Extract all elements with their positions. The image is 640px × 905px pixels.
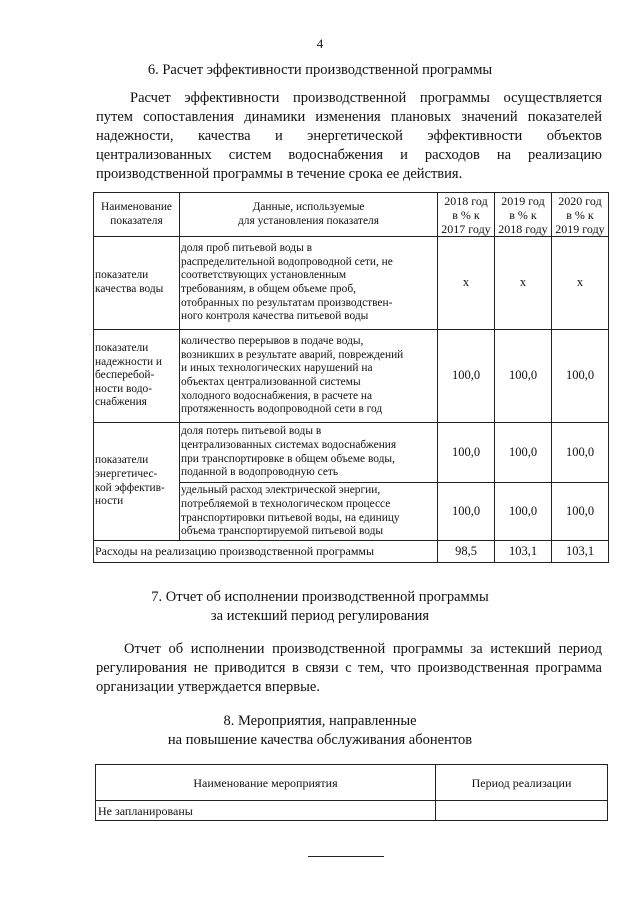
- value-cell: 100,0: [552, 423, 609, 483]
- measure-period-cell: [436, 801, 608, 821]
- indicator-data-cell: удельный расход электрической энергии, потребляемой в технологическом процессе транспортировки питьевой воды, на единицу объема транспортируемой питьевой воды: [180, 483, 438, 541]
- indicator-data-cell: доля потерь питьевой воды в централизованных системах водоснабжения при транспортировке в общем объеме воды, поданной в водопроводную сеть: [180, 423, 438, 483]
- header-year-2020: 2020 год в % к 2019 году: [552, 193, 609, 237]
- section-8-heading: 8. Мероприятия, направленные на повышение качества обслуживания абонентов: [167, 713, 473, 748]
- paragraph-line: Отчет об исполнении производственной программы за истекший период: [124, 641, 602, 657]
- value-cell: 100,0: [495, 423, 552, 483]
- table-row: [94, 423, 609, 483]
- table-total-row: [94, 541, 609, 563]
- indicator-data-cell: количество перерывов в подаче воды, возникших в результате аварий, повреждений и иных технологических нарушений на объектах централизованной системы холодного водоснабжения, в расчете на протяженность водопроводной сети в год: [180, 330, 438, 423]
- header-year-2018: 2018 год в % к 2017 году: [438, 193, 495, 237]
- value-cell: х: [552, 237, 609, 330]
- section-7-paragraph: [96, 640, 602, 697]
- paragraph-line: производственной программы в течение срока ее действия.: [96, 166, 463, 182]
- paragraph-line: регулирования не приводится в связи с тем, что производственная программа: [96, 660, 602, 676]
- table-header-row: [96, 765, 608, 801]
- table-row: [94, 237, 609, 330]
- header-period: Период реализации: [436, 765, 608, 801]
- section-6-paragraph: [96, 89, 602, 184]
- group-name-reliability: показатели надежности и бесперебой- ности водо- снабжения: [94, 330, 180, 423]
- measure-name-cell: Не запланированы: [96, 801, 436, 821]
- value-cell: 100,0: [552, 330, 609, 423]
- paragraph-line: централизованных систем водоснабжения и расходов на реализацию: [96, 147, 602, 163]
- section-6-heading: 6. Расчет эффективности производственной программы: [147, 62, 493, 78]
- total-label-cell: Расходы на реализацию производственной программы: [94, 541, 438, 563]
- total-value-cell: 103,1: [552, 541, 609, 563]
- value-cell: 100,0: [438, 423, 495, 483]
- measures-table: [95, 764, 608, 821]
- value-cell: 100,0: [438, 483, 495, 541]
- paragraph-line: Расчет эффективности производственной программы осуществляется: [130, 90, 602, 106]
- value-cell: 100,0: [552, 483, 609, 541]
- group-name-energy: показатели энергетичес- кой эффектив- ности: [94, 423, 180, 541]
- value-cell: х: [438, 237, 495, 330]
- table-row: [94, 330, 609, 423]
- value-cell: х: [495, 237, 552, 330]
- paragraph-line: путем сопоставления динамики изменения плановых значений показателей: [96, 109, 602, 125]
- header-measure-name: Наименование мероприятия: [96, 765, 436, 801]
- section-7-heading: 7. Отчет об исполнении производственной программы за истекший период регулирования: [151, 589, 489, 624]
- header-name-cell: Наименование показателя: [94, 193, 180, 237]
- table-row: [96, 801, 608, 821]
- paragraph-line: надежности, качества и энергетической эффективности объектов: [96, 128, 602, 144]
- group-name-quality: показатели качества воды: [94, 237, 180, 330]
- footer-divider: [308, 856, 384, 857]
- value-cell: 100,0: [438, 330, 495, 423]
- paragraph-line: организации утверждается впервые.: [96, 679, 320, 695]
- header-data-cell: Данные, используемые для установления показателя: [180, 193, 438, 237]
- total-value-cell: 98,5: [438, 541, 495, 563]
- efficiency-table: [93, 192, 609, 563]
- total-value-cell: 103,1: [495, 541, 552, 563]
- value-cell: 100,0: [495, 483, 552, 541]
- page-number: 4: [316, 36, 324, 51]
- value-cell: 100,0: [495, 330, 552, 423]
- table-header-row: [94, 193, 609, 237]
- indicator-data-cell: доля проб питьевой воды в распределительной водопроводной сети, не соответствующих установленным требованиям, в общем объеме проб, отобранных по результатам производствен- ного контроля качества питьевой воды: [180, 237, 438, 330]
- header-year-2019: 2019 год в % к 2018 году: [495, 193, 552, 237]
